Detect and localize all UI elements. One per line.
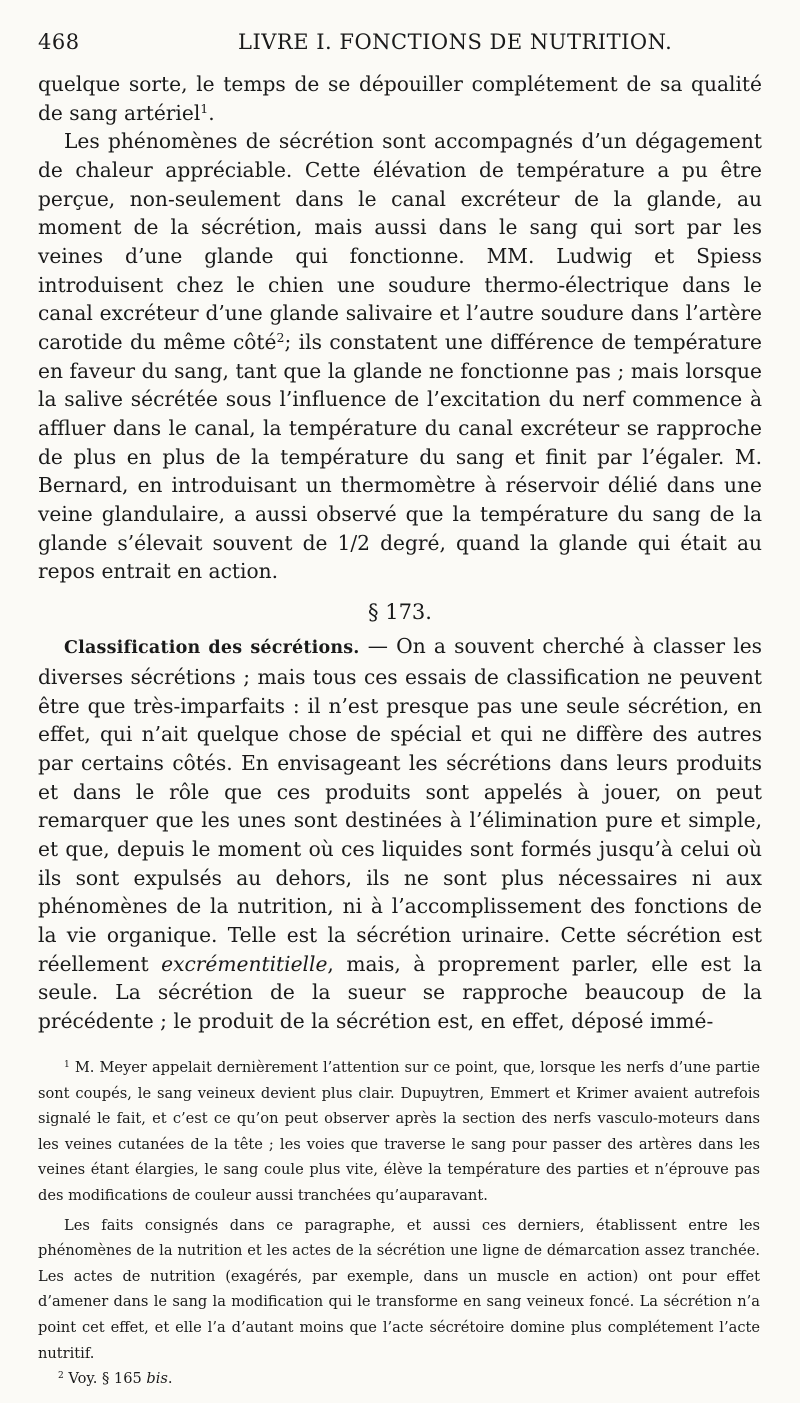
running-title: LIVRE I. FONCTIONS DE NUTRITION. [238, 30, 673, 54]
footnote-marker: 2 [58, 1371, 64, 1382]
paragraph [38, 70, 762, 127]
paragraph-text: quelque sorte, le temps de se dépouiller complétement de sa qualité de sang artériel [38, 72, 762, 125]
footnote-continuation: Les faits consignés dans ce paragraphe, et aussi ces derniers, établissent entre les phénomènes de la nutrition et les actes de la sécrétion une ligne de démarcation assez tranchée. Les actes de nutrition (exagérés, par exemple, dans un muscle en action) ont pour effet d’amener dans le sang la modification qui le transforme en sang veineux foncé. La sécrétion n’a point cet effet, et elle l’a d’autant moins que l’acte sécrétoire domine plus complétement l’acte nutritif. [38, 1216, 760, 1362]
footnote-ref: 1 [200, 100, 209, 116]
footnote [38, 1366, 760, 1392]
footnote-marker: 1 [64, 1060, 70, 1071]
paragraph-text: Les phénomènes de sécrétion sont accompagnés d’un dégagement de chaleur appréciable. Cette élévation de température a pu être perçue, non-seulement dans le canal excréteur de la glande, au moment de la sécrétion, mais aussi dans le sang qui sort par les veines d’une glande qui fonctionne. MM. Ludwig et Spiess introduisent chez le chien une soudure thermo-électrique dans le canal excréteur d’une glande salivaire et l’autre soudure dans l’artère carotide du même côté [38, 129, 762, 354]
page-number: 468 [38, 30, 80, 54]
paragraph [38, 632, 762, 1035]
paragraph-text: . [208, 100, 215, 125]
running-header [38, 30, 768, 64]
footnote-text: Voy. § 165 [63, 1370, 147, 1388]
section-heading: § 173. [368, 599, 432, 624]
paragraph-text: — On a souvent cherché à classer les diverses sécrétions ; mais tous ces essais de classification ne peuvent être que très-imparfaits : il n’est presque pas une seule sécrétion, en effet, qui n’ait quelque chose de spécial et qui ne diffère des autres par certains côtés. En envisageant les sécrétions dans leurs produits et dans le rôle que ces produits sont appelés à jouer, on peut remarquer que les unes sont destinées à l’élimination pure et simple, et que, depuis le moment où ces liquides sont formés jusqu’à celui où ils sont expulsés au dehors, ils ne sont plus nécessaires ni aux phénomènes de la nutrition, ni à l’accomplissement des fonctions de la vie organique. Telle est la sécrétion urinaire. Cette sécrétion est réellement [38, 634, 763, 976]
footnote-ref: 2 [276, 330, 285, 346]
paragraph-text: , mais, à proprement parler, elle est la seule. La sécrétion de la sueur se rapproche beaucoup de la précédente ; le produit de la sécrétion est, en effet, déposé immé- [38, 951, 762, 1033]
main-text [38, 70, 762, 1036]
paragraph-title: Classification des sécrétions. [64, 638, 360, 659]
footnotes [38, 1055, 760, 1392]
paragraph-text: ; ils constatent une différence de température en faveur du sang, tant que la glande ne fonctionne pas ; mais lorsque la salive sécrétée sous l’influence de l’excitation du nerf commence à affluer dans le canal, la température du canal excréteur se rapproche de plus en plus de la température du sang et finit par l’égaler. M. Bernard, en introduisant un thermomètre à réservoir délié dans une veine glandulaire, a aussi observé que la température du sang de la glande s’élevait souvent de 1/2 degré, quand la glande qui était au repos entrait en action. [38, 329, 763, 584]
footnote [38, 1055, 760, 1209]
emphasis-text: bis [146, 1370, 168, 1388]
paragraph [38, 127, 762, 586]
footnote-text: M. Meyer appelait dernièrement l’attention sur ce point, que, lorsque les nerfs d’une partie sont coupés, le sang veineux devient plus clair. Dupuytren, Emmert et Krimer avaient autrefois signalé le fait, et c’est ce qu’on peut observer après la section des nerfs vasculo-moteurs dans les veines cutanées de la tête ; les voies que traverse le sang pour passer des artères dans les veines étant élargies, le sang coule plus vite, élève la température des parties et n’éprouve pas des modifications de couleur aussi tranchées qu’auparavant. [38, 1059, 760, 1204]
footnote-text: . [167, 1370, 173, 1388]
emphasis-text: excrémentitielle [161, 951, 328, 976]
